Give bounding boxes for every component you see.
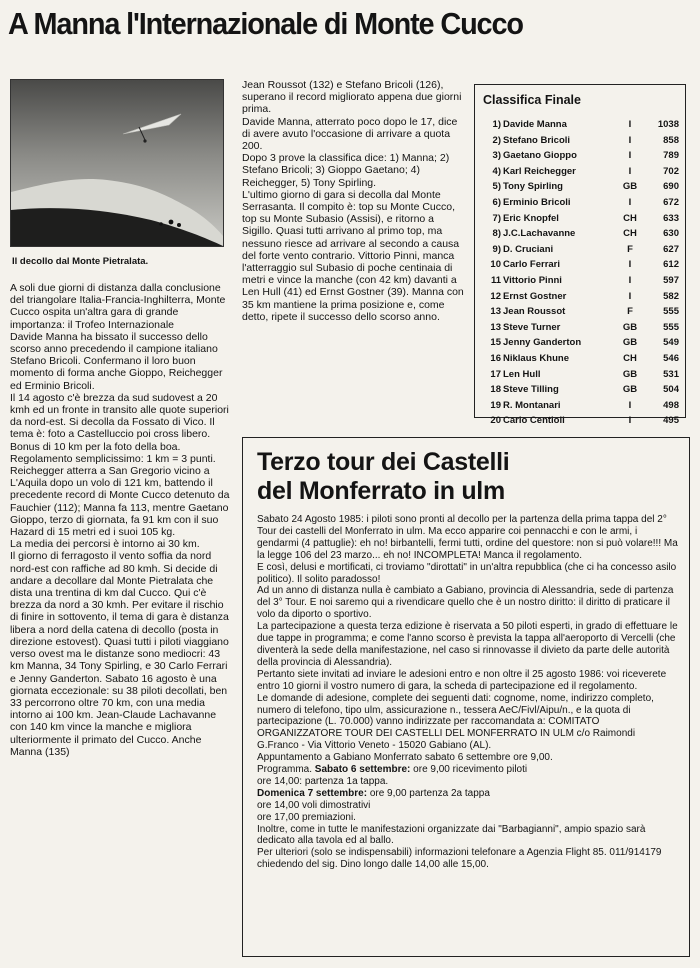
pilot-name-cell: Eric Knopfel — [503, 212, 559, 224]
rank-cell: 9) — [492, 243, 501, 255]
classifica-row — [483, 382, 679, 398]
nation-cell: I — [628, 150, 632, 162]
classifica-row — [483, 335, 679, 351]
pilot-name-cell: Steve Turner — [503, 321, 561, 333]
tour-paragraph: Inoltre, come in tutte le manifestazioni organizzate dai "Barbagianni", ampio spazio sarà dedicato alla tavola ed al ballo. — [257, 823, 646, 847]
points-cell: 672 — [663, 196, 679, 208]
nation-cell: I — [628, 259, 632, 271]
rank-cell: 7) — [492, 212, 501, 224]
points-cell: 1038 — [657, 119, 679, 130]
terzo-tour-body — [257, 514, 679, 871]
rank-cell: 12 — [490, 290, 501, 302]
terzo-tour-title — [257, 448, 679, 506]
nation-cell: I — [628, 399, 632, 411]
tour-paragraph: Appuntamento a Gabiano Monferrato sabato 6 settembre ore 9,00. — [257, 752, 553, 764]
classifica-row — [483, 226, 679, 242]
article-headline: A Manna l'Internazionale di Monte Cucco — [8, 6, 523, 41]
domenica-line-2: ore 14,00 voli dimostrativi — [257, 799, 371, 811]
classifica-row — [483, 289, 679, 305]
rank-cell: 10 — [490, 259, 501, 271]
rank-cell: 13 — [490, 321, 501, 333]
rank-cell: 20 — [490, 415, 501, 427]
sabato-line-2: ore 14,00: partenza 1a tappa. — [257, 775, 389, 787]
nation-cell: I — [628, 165, 632, 177]
classifica-row — [483, 320, 679, 336]
points-cell: 495 — [663, 415, 679, 427]
classifica-row — [483, 413, 679, 429]
nation-cell: GB — [622, 384, 638, 396]
classifica-row — [483, 304, 679, 320]
classifica-row — [483, 211, 679, 227]
tour-paragraph: Sabato 24 Agosto 1985: i piloti sono pronti al decollo per la partenza della prima tappa del 2° Tour dei castelli del Monferrato in ulm. Ma ecco apparire coi pennacchi e con le armi, i gendarmi (4 pattuglie): eh no! birbantelli, fermi tutti, ordine del questore: non si può volare!!! Ma la legge 106 del 23 marzo... eh no! INCOMPLETA! Manca il regolamento. — [257, 514, 678, 561]
rank-cell: 17 — [490, 368, 501, 380]
points-cell: 582 — [663, 290, 679, 302]
pilot-name-cell: Vittorio Pinni — [503, 274, 562, 286]
tour-paragraph: La partecipazione a questa terza edizione è riservata a 50 piloti esperti, in grado di effettuare le due tappe in programma; e come l'anno scorso è prevista la tappa all'aeroporto di Vercelli (che diventerà la sede della manifestazione, nel caso si rinnovasse il divieto da parte delle autorità della provincia di Alessandria). — [257, 621, 678, 668]
article-paragraph: Il 14 agosto c'è brezza da sud sudovest a 20 kmh ed un fronte in transito alle quote superiori da nord-est. Si decolla da Fossato di Vico. Il tema è: foto a Castelluccio poi cross libero. Bonus di 10 km per la foto della boa. Regolamento semplicissimo: 1 km = 3 punti. Reichegger atterra a San Gregorio vicino a L'Aquila dopo un volo di 121 km, battendo il precedente record di Monte Cucco detenuto da Fauchier (112); Manna fa 113, mentre Gaetano Gioppo, terzo di giornata, fa 91 km con il suo Hazard di 15 metri ed i suoi 105 kg. — [10, 391, 230, 539]
article-paragraph: Il giorno di ferragosto il vento soffia da nord nord-est con raffiche ad 80 kmh. Si decide di andare a decollare dal Monte Pietralata che dista una trentina di km dal Cucco. Qui c'è brezza da nord a 30 kmh. Per evitare il rischio di finire in sottovento, il tema di gara è distanza libera a nord della catena di decollo (posta in direzione estovest). Quasi tutti i piloti viaggiano verso ovest ma le distanze sono mediocri: 43 km Manna, 34 Tony Spirling, e 30 Carlo Ferrari e Jenny Ganderton. Sabato 16 agosto è una giornata eccezionale: su 38 piloti decollati, ben 33 percorrono oltre 70 km, con una media intorno ai 100 km. Jean-Claude Lachavanne con 140 km vince la manche e migliora ulteriormente il primato del Cucco. Anche Manna (135) — [10, 550, 229, 758]
rank-cell: 3) — [492, 150, 501, 162]
points-cell: 690 — [663, 181, 679, 193]
pilot-name-cell: Karl Reichegger — [503, 165, 576, 177]
pilot-name-cell: Carlo Centioli — [503, 415, 565, 427]
points-cell: 630 — [663, 228, 679, 240]
pilot-name-cell: Steve Tilling — [503, 384, 559, 396]
tour-paragraph: Ad un anno di distanza nulla è cambiato a Gabiano, provincia di Alessandria, sede di partenza del 3° Tour. E noi saremo qui a rivendicare quello che è un nostro diritto: il diritto di praticare il volo da diporto o sportivo. — [257, 585, 674, 621]
nation-cell: I — [628, 274, 632, 286]
pilot-name-cell: Len Hull — [503, 368, 541, 380]
article-paragraph: L'ultimo giorno di gara si decolla dal Monte Serrasanta. Il compito è: top su Monte Cucco, top su Monte Subasio (Assisi), e ritorno a Sigillo. Quasi tutti arrivano al primo top, ma nessuno riesce ad arrivare al secondo a causa del forte vento contrario. Vittorio Pinni, manca l'atterraggio sul Subasio di poche centinaia di metri e vince la manche (con 42 km) davanti a Len Hull (41) ed Ernst Gostner (39). Manna con 35 km mantiene la prima posizione e, come detto, ripete il successo dello scorso anno. — [242, 188, 464, 323]
points-cell: 549 — [663, 337, 679, 349]
nation-cell: F — [627, 243, 633, 255]
rank-cell: 15 — [490, 337, 501, 349]
pilot-name-cell: Tony Spirling — [503, 181, 563, 193]
nation-cell: F — [627, 306, 633, 318]
rank-cell: 8) — [492, 228, 501, 240]
points-cell: 498 — [663, 399, 679, 411]
domenica-line-1: ore 9,00 partenza 2a tappa — [369, 787, 490, 799]
nation-cell: I — [628, 119, 632, 130]
classifica-row — [483, 195, 679, 211]
classifica-row — [483, 133, 679, 149]
nation-cell: I — [628, 134, 632, 146]
pilot-name-cell: R. Montanari — [503, 399, 561, 411]
nation-cell: GB — [622, 321, 638, 333]
points-cell: 702 — [663, 165, 679, 177]
nation-cell: GB — [622, 337, 638, 349]
points-cell: 612 — [663, 259, 679, 271]
classifica-row — [483, 398, 679, 414]
domenica-line-3: ore 17,00 premiazioni. — [257, 811, 356, 823]
classifica-row — [483, 164, 679, 180]
points-cell: 627 — [663, 243, 679, 255]
rank-cell: 18 — [490, 384, 501, 396]
classifica-row — [483, 148, 679, 164]
photo-caption: Il decollo dal Monte Pietralata. — [12, 256, 149, 267]
rank-cell: 1) — [492, 119, 501, 130]
pilot-name-cell: Niklaus Khune — [503, 352, 569, 364]
rank-cell: 19 — [490, 399, 501, 411]
classifica-row — [483, 367, 679, 383]
article-column-1 — [10, 282, 232, 758]
article-paragraph: Davide Manna ha bissato il successo dello scorso anno precedendo il campione italiano Stefano Bricoli. Confermano il loro buon momento di forma anche Gioppo, Reichegger ed Erminio Bricoli. — [10, 330, 223, 392]
pilot-name-cell: Jean Roussot — [503, 306, 566, 318]
sabato-label: Sabato 6 settembre: — [314, 764, 411, 776]
domenica-label: Domenica 7 settembre: — [257, 787, 368, 799]
domenica-line — [257, 788, 679, 800]
classifica-table — [483, 117, 679, 429]
pilot-name-cell: Carlo Ferrari — [503, 259, 561, 271]
tour-paragraph: Per ulteriori (solo se indispensabili) informazioni telefonare a Agenzia Flight 85. 011/914179 chiedendo del sig. Dino longo dalle 14,00 alle 15,00. — [257, 847, 662, 871]
pilot-name-cell: Erminio Bricoli — [503, 196, 571, 208]
classifica-row — [483, 242, 679, 258]
points-cell: 633 — [663, 212, 679, 224]
nation-cell: I — [628, 290, 632, 302]
pilot-name-cell: Jenny Ganderton — [503, 337, 582, 349]
pilot-name-cell: Gaetano Gioppo — [503, 150, 577, 162]
rank-cell: 6) — [492, 196, 501, 208]
classifica-row — [483, 273, 679, 289]
nation-cell: GB — [622, 368, 638, 380]
pilot-name-cell: D. Cruciani — [503, 243, 554, 255]
nation-cell: GB — [622, 181, 638, 193]
pilot-name-cell: Davide Manna — [503, 119, 567, 130]
pilot-name-cell: Ernst Gostner — [503, 290, 567, 302]
programma-line — [257, 764, 679, 776]
points-cell: 597 — [663, 274, 679, 286]
tour-paragraph: Le domande di adesione, complete dei seguenti dati: cognome, nome, indirizzo completo, numero di telefono, tipo ulm, assicurazione n., tessera AeC/Fivl/Aipu/n., e la quota di partecipazione (L. 70.000) vanno indirizzate per raccomandata a: COMITATO ORGANIZZATORE TOUR DEI CASTELLI DEL MONFERRATO IN ULM c/o Raimondi G.Franco - Via Vittorio Veneto - 15020 Gabiano (AL). — [257, 692, 654, 752]
points-cell: 555 — [663, 321, 679, 333]
hang-glider-photo-image — [11, 80, 223, 246]
points-cell: 555 — [663, 306, 679, 318]
hang-glider-photo — [10, 79, 224, 247]
article-paragraph: Dopo 3 prove la classifica dice: 1) Manna; 2) Stefano Bricoli; 3) Gioppo Gaetano; 4) Reichegger, 5) Tony Spirling. — [242, 152, 450, 189]
terzo-tour-title-line-1: Terzo tour dei Castelli — [257, 448, 510, 476]
article-paragraph: La media dei percorsi è intorno ai 30 km. — [10, 538, 200, 551]
article-column-2 — [242, 79, 464, 323]
pilot-name-cell: J.C.Lachavanne — [503, 228, 576, 240]
classifica-row — [483, 117, 679, 133]
rank-cell: 5) — [492, 181, 501, 193]
nation-cell: CH — [623, 228, 637, 240]
nation-cell: I — [628, 415, 632, 427]
pilot-name-cell: Stefano Bricoli — [503, 134, 571, 146]
classifica-row — [483, 351, 679, 367]
points-cell: 546 — [663, 352, 679, 364]
nation-cell: CH — [623, 352, 637, 364]
rank-cell: 11 — [490, 274, 501, 286]
classifica-row — [483, 257, 679, 273]
rank-cell: 13 — [490, 306, 501, 318]
rank-cell: 16 — [490, 352, 501, 364]
classifica-finale-box — [474, 84, 686, 427]
tour-paragraph: E così, delusi e mortificati, ci troviamo "dirottati" in un'altra repubblica (che ci ha concesso asilo politico). Il solito paradosso! — [257, 561, 677, 585]
points-cell: 504 — [663, 384, 679, 396]
article-paragraph: Jean Roussot (132) e Stefano Bricoli (126), superano il record migliorato appena due giorni prima. — [242, 79, 462, 116]
nation-cell: I — [628, 196, 632, 208]
article-paragraph: Davide Manna, atterrato poco dopo le 17, dice di avere avuto l'occasione di arrivare a quota 200. — [242, 115, 458, 153]
rank-cell: 2) — [492, 134, 501, 146]
points-cell: 789 — [663, 150, 679, 162]
points-cell: 531 — [663, 368, 679, 380]
terzo-tour-title-line-2: del Monferrato in ulm — [257, 477, 505, 505]
article-paragraph: A soli due giorni di distanza dalla conclusione del triangolare Italia-Francia-Inghilterra, Monte Cucco ospita un'altra gara di grande importanza: il Trofeo Internazionale — [10, 282, 226, 331]
rank-cell: 4) — [492, 165, 501, 177]
nation-cell: CH — [623, 212, 637, 224]
programma-label: Programma. — [257, 764, 313, 776]
points-cell: 858 — [663, 134, 679, 146]
tour-paragraph: Pertanto siete invitati ad inviare le adesioni entro e non oltre il 25 agosto 1986: voi riceverete entro 10 giorni il vostro numero di gara, la scheda di partecipazione ed il regolamento. — [257, 668, 667, 692]
terzo-tour-box — [242, 437, 690, 957]
classifica-title: Classifica Finale — [483, 93, 581, 107]
sabato-line-1: ore 9,00 ricevimento piloti — [413, 764, 528, 776]
classifica-row — [483, 179, 679, 195]
